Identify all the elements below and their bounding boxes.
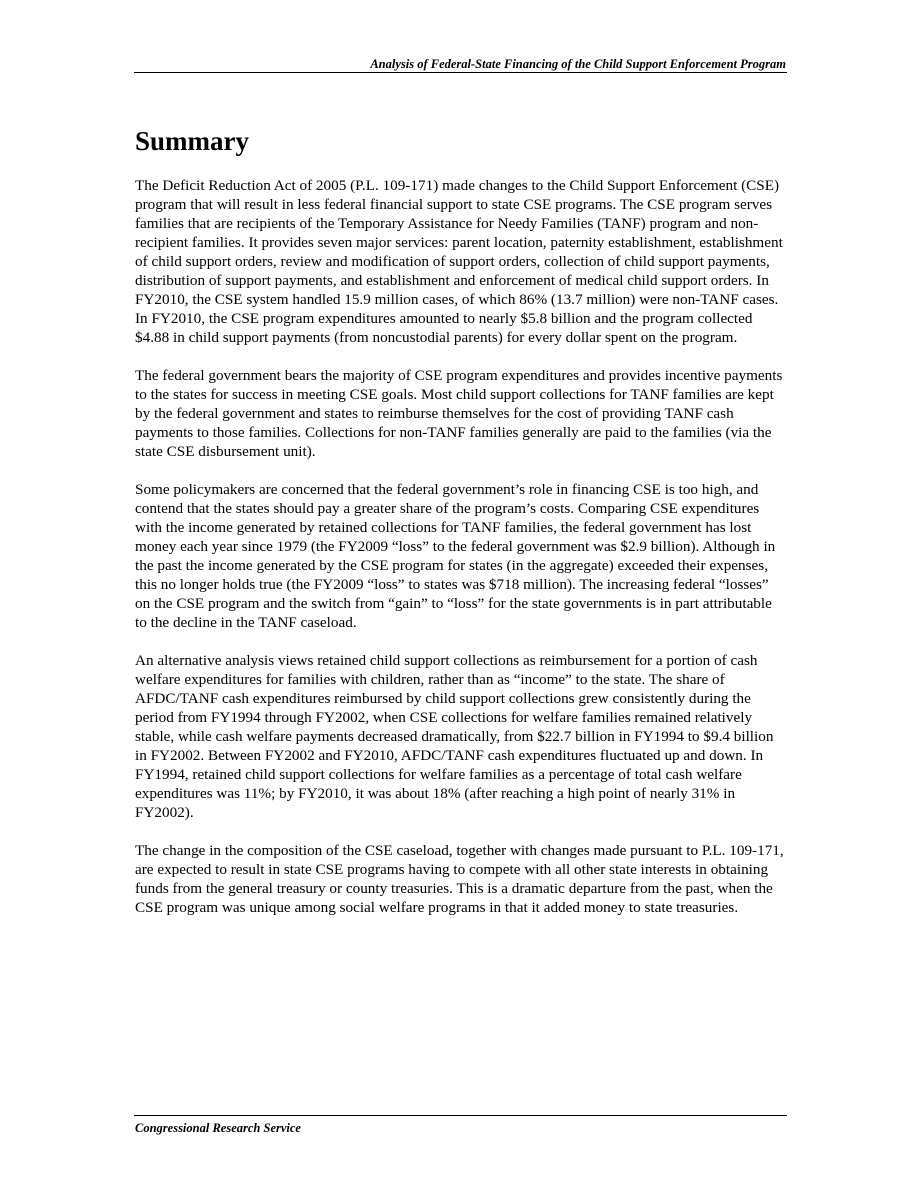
- body-text: [135, 176, 787, 936]
- header-rule: [134, 72, 787, 73]
- paragraph: An alternative analysis views retained child support collections as reimbursement for a portion of cash welfare expenditures for families with children, rather than as “income” to the state. The share of AFDC/TANF cash expenditures reimbursed by child support collections grew consistently during the period from FY1994 through FY2002, when CSE collections for welfare families remained relatively stable, while cash welfare payments decreased dramatically, from $22.7 billion in FY1994 to $9.4 billion in FY2002. Between FY2002 and FY2010, AFDC/TANF cash expenditures fluctuated up and down. In FY1994, retained child support collections for welfare families as a percentage of total cash welfare expenditures was 11%; by FY2010, it was about 18% (after reaching a high point of nearly 31% in FY2002).: [135, 652, 774, 821]
- section-title: Summary: [135, 126, 249, 156]
- running-header: Analysis of Federal-State Financing of the Child Support Enforcement Program: [370, 57, 786, 71]
- paragraph: The federal government bears the majority of CSE program expenditures and provides incentive payments to the states for success in meeting CSE goals. Most child support collections for TANF families are kept by the federal government and states to reimburse themselves for the cost of providing TANF cash payments to those families. Collections for non-TANF families generally are paid to the families (via the state CSE disbursement unit).: [135, 367, 783, 460]
- footer-rule: [134, 1115, 787, 1116]
- paragraph: Some policymakers are concerned that the federal government’s role in financing CSE is too high, and contend that the states should pay a greater share of the program’s costs. Comparing CSE expenditures with the income generated by retained collections for TANF families, the federal government has lost money each year since 1979 (the FY2009 “loss” to the federal government was $2.9 billion). Although in the past the income generated by the CSE program for states (in the aggregate) exceeded their expenses, this no longer holds true (the FY2009 “loss” to states was $718 million). The increasing federal “losses” on the CSE program and the switch from “gain” to “loss” for the state governments is in part attributable to the decline in the TANF caseload.: [135, 481, 776, 631]
- paragraph: The change in the composition of the CSE caseload, together with changes made pursuant to P.L. 109-171, are expected to result in state CSE programs having to compete with all other state interests in obtaining funds from the general treasury or county treasuries. This is a dramatic departure from the past, when the CSE program was unique among social welfare programs in that it added money to state treasuries.: [135, 842, 784, 916]
- footer-organization: Congressional Research Service: [135, 1121, 301, 1135]
- paragraph: The Deficit Reduction Act of 2005 (P.L. 109-171) made changes to the Child Support Enforcement (CSE) program that will result in less federal financial support to state CSE programs. The CSE program serves families that are recipients of the Temporary Assistance for Needy Families (TANF) program and non-recipient families. It provides seven major services: parent location, paternity establishment, establishment of child support orders, review and modification of support orders, collection of child support payments, distribution of support payments, and establishment and enforcement of medical child support orders. In FY2010, the CSE system handled 15.9 million cases, of which 86% (13.7 million) were non-TANF cases. In FY2010, the CSE program expenditures amounted to nearly $5.8 billion and the program collected $4.88 in child support payments (from noncustodial parents) for every dollar spent on the program.: [135, 177, 783, 346]
